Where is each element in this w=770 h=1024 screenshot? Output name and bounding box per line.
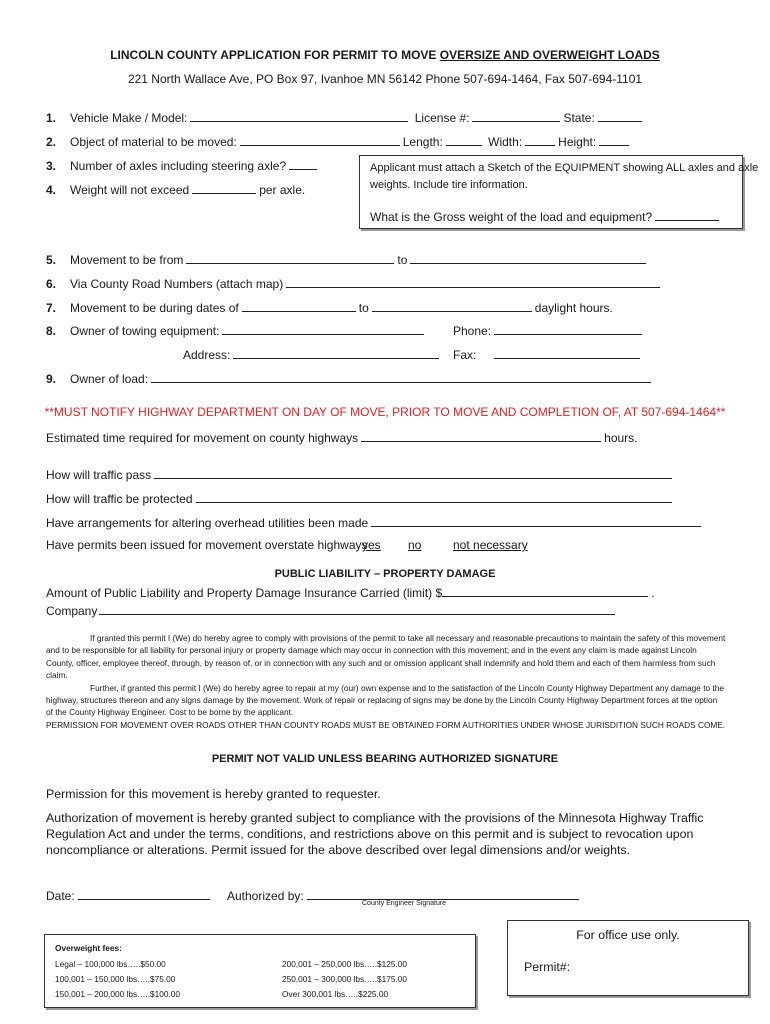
daylight-hours-label: daylight hours.	[534, 301, 613, 315]
gross-weight-label: What is the Gross weight of the load and equipment?	[370, 210, 653, 224]
from-label: Movement to be from	[70, 253, 184, 267]
road-numbers-input[interactable]	[286, 275, 660, 288]
terms-paragraph-repair: Further, if granted this permit I (We) do hereby agree to repair at my (our) own expense and to the satisfaction of the Lincoln County Highway Department any damage to the highway, structures thereon and any signs damage by the movement. Work of repair or replacing of signs may be done by the Lincoln County Highway Department forces at the option of the County Highway Engineer. Cost to be borne by the applicant.	[46, 682, 724, 718]
gross-weight-row	[370, 208, 722, 224]
sketch-instruction-line: weights. Include tire information.	[370, 179, 528, 191]
company-label: Company	[46, 604, 98, 618]
address-input[interactable]	[233, 346, 439, 359]
fax-input[interactable]	[494, 346, 640, 359]
signature-input[interactable]	[307, 887, 579, 900]
phone-input[interactable]	[494, 322, 642, 335]
traffic-protected-input[interactable]	[196, 490, 672, 503]
signature-caption: County Engineer Signature	[362, 900, 447, 907]
terms-block	[46, 632, 726, 731]
field-number: 1.	[46, 111, 57, 125]
field-number: 5.	[46, 253, 57, 267]
terms-paragraph-liability: If granted this permit I (We) do hereby agree to comply with provisions of the permit to take all necessary and reasonable precautions to maintain the safety of this movement and to be responsible for all liability for personal injury or property damage which may occur in connection with this movement; and in the event any claim is made against Lincoln County, officer, employee thereof, through, by reason of, or in connection with any such and or omission applicant shall indemnify and hold them and each of them harmless from such claim.	[46, 633, 726, 681]
fax-row	[453, 346, 643, 362]
traffic-pass-row	[46, 466, 675, 482]
estimated-time-label: Estimated time required for movement on county highways	[46, 431, 359, 445]
terms-paragraph-permission: PERMISSION FOR MOVEMENT OVER ROADS OTHER THAN COUNTY ROADS MUST BE OBTAINED FORM AUTHORITIES UNDER WHOSE JURISDITION SUCH ROADS COME.	[46, 719, 726, 730]
object-input[interactable]	[240, 133, 400, 146]
phone-label: Phone:	[453, 324, 492, 338]
date-to-input[interactable]	[372, 299, 532, 312]
liability-period: .	[651, 586, 655, 600]
authorization-text-line: Regulation Act and under the terms, conditions, and restrictions above on this permit and is subject to revocation upon	[46, 827, 694, 841]
office-use-title: For office use only.	[576, 928, 680, 942]
field-number: 7.	[46, 301, 57, 315]
dates-label: Movement to be during dates of	[70, 301, 239, 315]
length-label: Length:	[402, 135, 443, 149]
length-input[interactable]	[446, 133, 482, 146]
company-row	[46, 602, 618, 618]
weight-label: Weight will not exceed	[70, 183, 190, 197]
authorization-text-line: noncompliance or alterations. Permit issued for the above described over legal dimensions and/or weights.	[46, 843, 631, 857]
state-input[interactable]	[598, 109, 642, 122]
from-input[interactable]	[186, 251, 394, 264]
permission-granted-text: Permission for this movement is hereby granted to requester.	[46, 787, 381, 801]
per-axle-label: per axle.	[259, 183, 306, 197]
fee-item: 200,001 – 250,000 lbs…..$125.00	[282, 959, 408, 969]
fee-item: 100,001 – 150,000 lbs…..$75.00	[55, 974, 176, 984]
vehicle-make-label: Vehicle Make / Model:	[70, 111, 188, 125]
permit-option-not-necessary[interactable]: not necessary	[453, 538, 528, 552]
traffic-pass-label: How will traffic pass	[46, 468, 152, 482]
load-owner-label: Owner of load:	[70, 372, 149, 386]
field-number: 6.	[46, 277, 57, 291]
towing-owner-input[interactable]	[222, 322, 424, 335]
gross-weight-input[interactable]	[655, 208, 719, 221]
liability-heading: PUBLIC LIABILITY – PROPERTY DAMAGE	[274, 568, 496, 580]
form-title-underlined: OVERSIZE AND OVERWEIGHT LOADS	[439, 48, 660, 62]
to-input[interactable]	[410, 251, 646, 264]
field-axles-row	[46, 157, 320, 173]
field-from-row	[46, 251, 649, 267]
width-label: Width:	[488, 135, 523, 149]
company-input[interactable]	[99, 602, 615, 615]
date-from-input[interactable]	[242, 299, 356, 312]
fee-item: Over 300,001 lbs…..$225.00	[282, 989, 389, 999]
fee-item: 250,001 – 300,000 lbs…..$175.00	[282, 974, 408, 984]
county-address: 221 North Wallace Ave, PO Box 97, Ivanhoe MN 56142 Phone 507-694-1464, Fax 507-694-1101	[127, 72, 643, 86]
sketch-instructions-box	[359, 155, 759, 229]
overhead-utilities-input[interactable]	[371, 514, 701, 527]
field-dates-row	[46, 299, 613, 315]
estimated-time-input[interactable]	[361, 429, 601, 442]
license-label: License #:	[414, 111, 470, 125]
state-permits-row	[46, 538, 368, 552]
field-number: 8.	[46, 324, 57, 338]
traffic-pass-input[interactable]	[154, 466, 672, 479]
field-number: 4.	[46, 183, 57, 197]
address-row	[183, 346, 442, 362]
date-input[interactable]	[78, 887, 210, 900]
vehicle-make-input[interactable]	[190, 109, 408, 122]
authorized-by-label: Authorized by:	[227, 889, 304, 903]
road-numbers-label: Via County Road Numbers (attach map)	[70, 277, 284, 291]
width-input[interactable]	[525, 133, 555, 146]
overhead-utilities-label: Have arrangements for altering overhead utilities been made	[46, 516, 369, 530]
authorization-text-line: Authorization of movement is hereby granted subject to compliance with the provisions of the Minnesota Highway Traffic	[46, 811, 704, 825]
liability-amount-row	[46, 584, 655, 600]
traffic-protected-label: How will traffic be protected	[46, 492, 193, 506]
fee-item: 150,001 – 200,000 lbs…..$100.00	[55, 989, 181, 999]
fees-title: Overweight fees:	[55, 943, 122, 953]
field-number: 3.	[46, 159, 57, 173]
field-towing-row	[46, 322, 427, 338]
notify-highway-notice: **MUST NOTIFY HIGHWAY DEPARTMENT ON DAY OF MOVE, PRIOR TO MOVE AND COMPLETION OF, AT 507-694-1464**	[44, 405, 726, 419]
permit-option-yes[interactable]: yes	[362, 538, 381, 552]
to-label: to	[358, 301, 369, 315]
phone-row	[453, 322, 645, 338]
form-title	[0, 48, 770, 62]
field-number: 2.	[46, 135, 57, 149]
permit-number-label: Permit#:	[524, 960, 571, 974]
weight-input[interactable]	[192, 181, 256, 194]
overhead-utilities-row	[46, 514, 704, 530]
fax-label: Fax:	[453, 348, 477, 362]
to-label: to	[397, 253, 408, 267]
height-input[interactable]	[599, 133, 629, 146]
height-label: Height:	[558, 135, 597, 149]
object-label: Object of material to be moved:	[70, 135, 237, 149]
field-load-owner-row	[46, 370, 654, 386]
permit-option-no[interactable]: no	[408, 538, 422, 552]
state-label: State:	[563, 111, 595, 125]
load-owner-input[interactable]	[151, 370, 651, 383]
field-vehicle-row	[46, 109, 645, 125]
office-use-box	[507, 920, 749, 996]
field-road-row	[46, 275, 663, 291]
fee-item: Legal – 100,000 lbs…..$50.00	[55, 959, 166, 969]
axles-label: Number of axles including steering axle?	[70, 159, 287, 173]
state-permits-label: Have permits been issued for movement overstate highways	[46, 538, 368, 552]
liability-amount-input[interactable]	[442, 584, 648, 597]
date-row	[46, 887, 213, 903]
sketch-instruction-line: Applicant must attach a Sketch of the EQUIPMENT showing ALL axles and axle	[370, 162, 759, 174]
field-weight-row	[46, 181, 305, 197]
hours-label: hours.	[604, 431, 638, 445]
field-object-row	[46, 133, 632, 149]
estimated-time-row	[46, 429, 638, 445]
permit-validity-heading: PERMIT NOT VALID UNLESS BEARING AUTHORIZED SIGNATURE	[211, 753, 559, 765]
axles-input[interactable]	[289, 157, 317, 170]
towing-owner-label: Owner of towing equipment:	[70, 324, 220, 338]
address-label: Address:	[183, 348, 231, 362]
field-number: 9.	[46, 372, 57, 386]
liability-amount-label: Amount of Public Liability and Property Damage Insurance Carried (limit) $	[46, 586, 443, 600]
form-title-text: LINCOLN COUNTY APPLICATION FOR PERMIT TO MOVE	[110, 48, 440, 62]
license-input[interactable]	[472, 109, 560, 122]
overweight-fees-box	[44, 934, 476, 1008]
date-label: Date:	[46, 889, 75, 903]
traffic-protected-row	[46, 490, 675, 506]
